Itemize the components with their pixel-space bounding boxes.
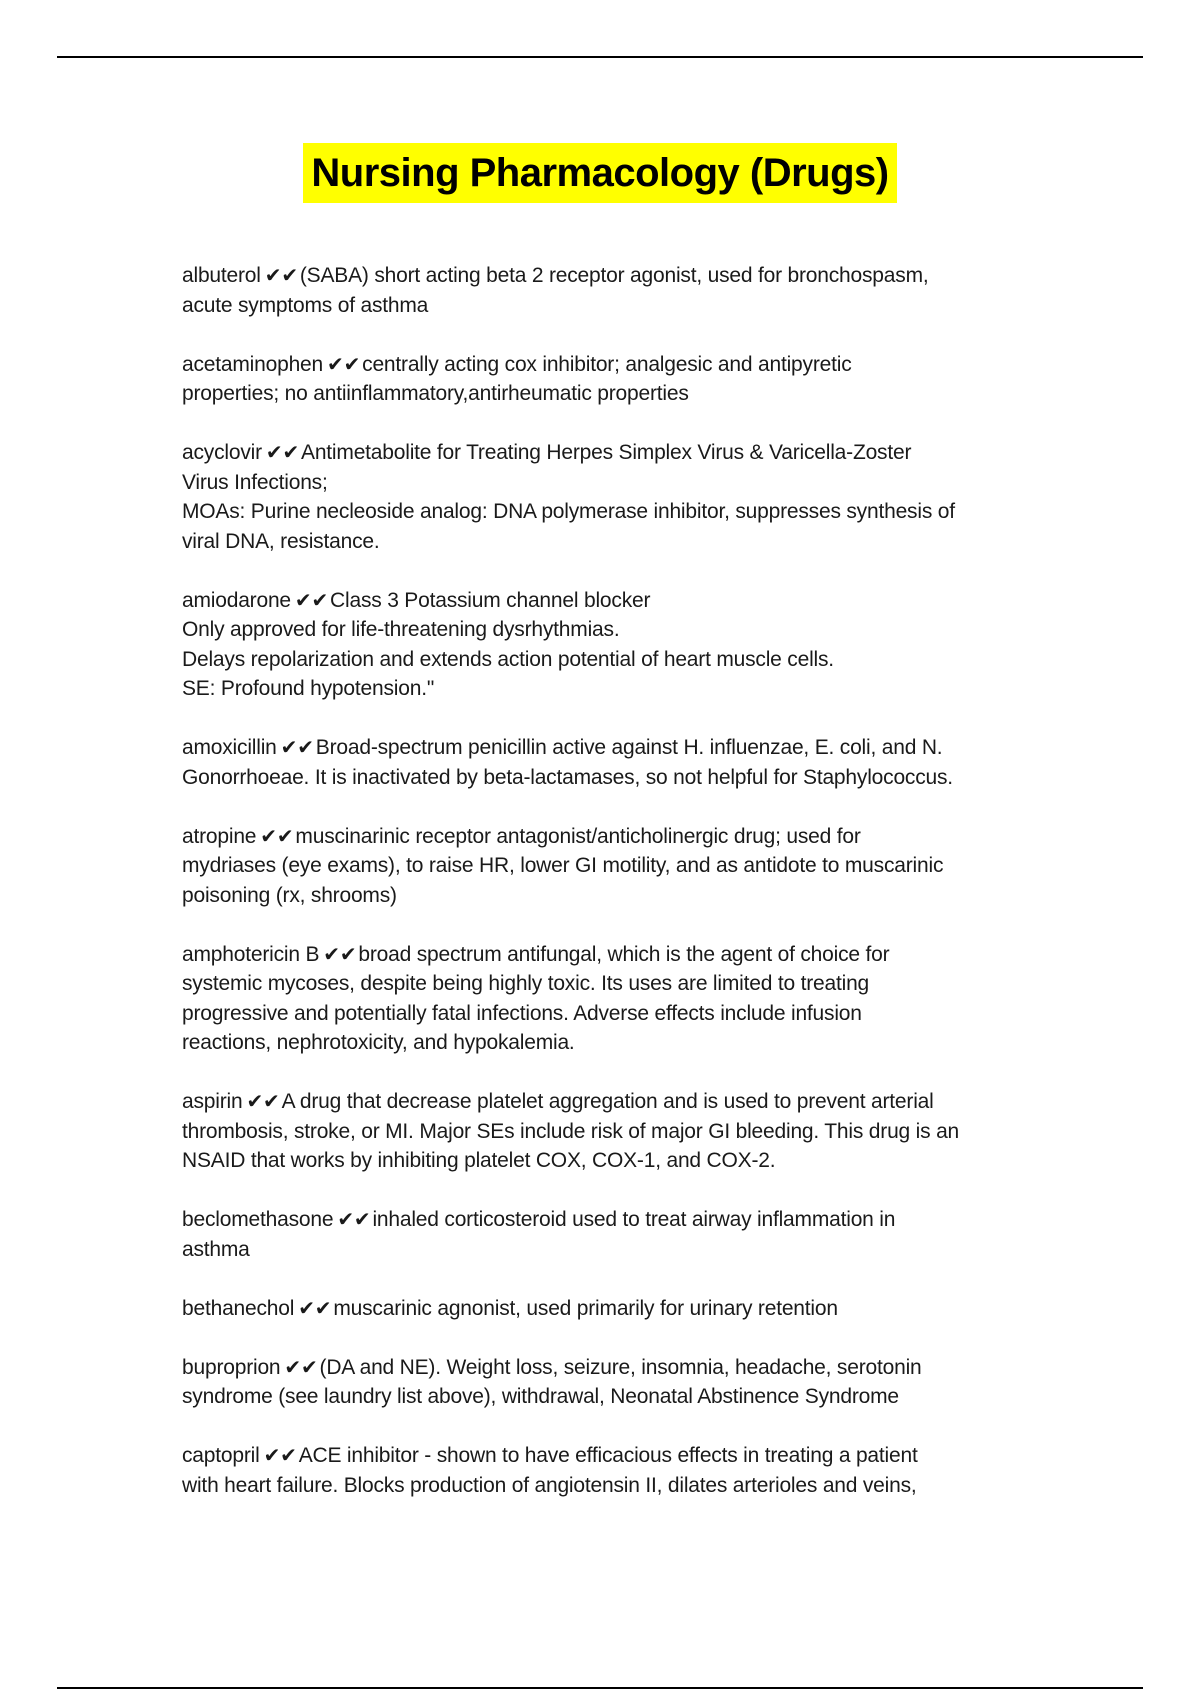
drug-entry-line <box>182 615 1038 645</box>
drug-description-text: with heart failure. Blocks production of angiotensin II, dilates arterioles and veins, <box>182 1473 917 1497</box>
double-check-icon: ✔✔ <box>264 263 298 287</box>
drug-entry-line <box>182 1471 1038 1501</box>
double-check-icon: ✔✔ <box>327 351 361 376</box>
double-check-icon: ✔✔ <box>284 1354 318 1379</box>
drug-entry-line <box>182 1028 1038 1058</box>
drug-list <box>182 261 1038 1530</box>
drug-term: aspirin <box>182 1090 243 1113</box>
drug-entry-line <box>182 497 1038 527</box>
drug-entry-line <box>182 969 1038 999</box>
drug-entry-line <box>182 1235 1038 1265</box>
drug-entry <box>182 822 1038 911</box>
double-check-icon: ✔✔ <box>260 823 294 848</box>
drug-description-text: thrombosis, stroke, or MI. Major SEs include risk of major GI bleeding. This drug is an <box>182 1119 960 1143</box>
double-check-icon: ✔✔ <box>323 941 357 966</box>
drug-description-text: properties; no antiinflammatory,antirheumatic properties <box>182 382 689 405</box>
drug-entry <box>182 733 1038 792</box>
drug-description-text: systemic mycoses, despite being highly toxic. Its uses are limited to treating <box>182 972 870 995</box>
drug-entry <box>182 586 1038 704</box>
drug-description-text: mydriases (eye exams), to raise HR, lower GI motility, and as antidote to muscarinic <box>182 854 944 877</box>
drug-entry-line <box>182 1117 1038 1147</box>
drug-description-text: muscarinic agnonist, used primarily for urinary retention <box>333 1296 838 1320</box>
double-check-icon: ✔✔ <box>246 1089 280 1113</box>
drug-term: bethanechol <box>182 1296 295 1320</box>
drug-entry <box>182 1353 1038 1412</box>
drug-entry <box>182 1441 1038 1500</box>
drug-entry-line <box>182 1294 1038 1324</box>
drug-term: captopril <box>182 1444 260 1467</box>
drug-entry-line <box>182 645 1038 675</box>
drug-description-text: Gonorrhoeae. It is inactivated by beta-lactamases, so not helpful for Staphylococcus. <box>182 765 953 789</box>
double-check-icon: ✔✔ <box>263 1443 297 1467</box>
bottom-rule <box>57 1687 1143 1689</box>
drug-description-text: acute symptoms of asthma <box>182 293 429 317</box>
double-check-icon: ✔✔ <box>294 587 329 612</box>
drug-entry <box>182 1205 1038 1264</box>
drug-entry-line <box>182 1205 1038 1235</box>
drug-entry-line <box>182 291 1038 321</box>
drug-entry-line <box>182 350 1038 380</box>
double-check-icon: ✔✔ <box>280 735 314 759</box>
drug-entry-line <box>182 261 1038 291</box>
drug-entry-line <box>182 1441 1038 1471</box>
top-rule <box>57 56 1143 58</box>
drug-entry-line <box>182 1087 1038 1117</box>
drug-entry <box>182 350 1038 409</box>
drug-description-text: ACE inhibitor - shown to have efficacious effects in treating a patient <box>298 1444 918 1467</box>
drug-description-text: NSAID that works by inhibiting platelet COX, COX-1, and COX-2. <box>182 1149 776 1172</box>
drug-entry-line <box>182 438 1038 468</box>
drug-term: amiodarone <box>182 588 291 612</box>
drug-description-text: viral DNA, resistance. <box>182 529 380 553</box>
drug-entry-line <box>182 940 1038 970</box>
double-check-icon: ✔✔ <box>337 1207 371 1231</box>
drug-description-text: MOAs: Purine necleoside analog: DNA polymerase inhibitor, suppresses synthesis of <box>182 500 955 523</box>
drug-entry-line <box>182 379 1038 409</box>
drug-entry <box>182 940 1038 1058</box>
drug-description-text: asthma <box>182 1237 250 1261</box>
drug-term: atropine <box>182 824 257 848</box>
drug-term: albuterol <box>182 264 261 287</box>
drug-description-text: progressive and potentially fatal infections. Adverse effects include infusion <box>182 1001 862 1025</box>
drug-description-text: Broad-spectrum penicillin active against H. influenzae, E. coli, and N. <box>315 736 943 759</box>
drug-description-text: Delays repolarization and extends action potential of heart muscle cells. <box>182 647 834 671</box>
drug-description-text: centrally acting cox inhibitor; analgesic and antipyretic <box>362 352 852 376</box>
double-check-icon: ✔✔ <box>265 440 300 464</box>
title-block <box>0 143 1200 203</box>
drug-entry <box>182 1087 1038 1176</box>
drug-term: acetaminophen <box>182 352 324 376</box>
drug-description-text: Only approved for life-threatening dysrhythmias. <box>182 618 620 641</box>
drug-entry-line <box>182 733 1038 763</box>
drug-entry-line <box>182 674 1038 704</box>
drug-entry-line <box>182 1146 1038 1176</box>
drug-description-text: syndrome (see laundry list above), withdrawal, Neonatal Abstinence Syndrome <box>182 1385 899 1408</box>
drug-entry-line <box>182 1353 1038 1383</box>
drug-entry <box>182 1294 1038 1324</box>
double-check-icon: ✔✔ <box>298 1295 332 1320</box>
drug-entry <box>182 261 1038 320</box>
drug-entry-line <box>182 999 1038 1029</box>
drug-description-text: broad spectrum antifungal, which is the agent of choice for <box>358 942 890 966</box>
drug-description-text: Virus Infections; <box>182 470 328 494</box>
drug-term: beclomethasone <box>182 1208 334 1231</box>
drug-description-text: poisoning (rx, shrooms) <box>182 883 397 907</box>
drug-description-text: Antimetabolite for Treating Herpes Simplex Virus & Varicella-Zoster <box>301 441 912 464</box>
drug-entry-line <box>182 763 1038 793</box>
page-title: Nursing Pharmacology (Drugs) <box>303 143 896 203</box>
drug-description-text: (DA and NE). Weight loss, seizure, insomnia, headache, serotonin <box>319 1355 922 1379</box>
drug-description-text: muscinarinic receptor antagonist/anticholinergic drug; used for <box>295 824 861 848</box>
drug-entry-line <box>182 527 1038 557</box>
drug-entry-line <box>182 468 1038 498</box>
drug-term: amphotericin B <box>182 942 320 966</box>
drug-description-text: inhaled corticosteroid used to treat airway inflammation in <box>372 1208 896 1231</box>
drug-description-text: reactions, nephrotoxicity, and hypokalemia. <box>182 1031 575 1054</box>
drug-term: amoxicillin <box>182 736 277 759</box>
drug-description-text: (SABA) short acting beta 2 receptor agonist, used for bronchospasm, <box>299 264 929 287</box>
drug-description-text: SE: Profound hypotension." <box>182 677 435 700</box>
drug-term: acyclovir <box>182 441 262 464</box>
drug-entry-line <box>182 1382 1038 1412</box>
drug-entry-line <box>182 822 1038 852</box>
drug-entry-line <box>182 851 1038 881</box>
drug-term: buproprion <box>182 1355 281 1379</box>
drug-entry-line <box>182 586 1038 616</box>
drug-description-text: A drug that decrease platelet aggregation and is used to prevent arterial <box>281 1090 934 1113</box>
drug-description-text: Class 3 Potassium channel blocker <box>330 588 651 612</box>
drug-entry <box>182 438 1038 556</box>
drug-entry-line <box>182 881 1038 911</box>
